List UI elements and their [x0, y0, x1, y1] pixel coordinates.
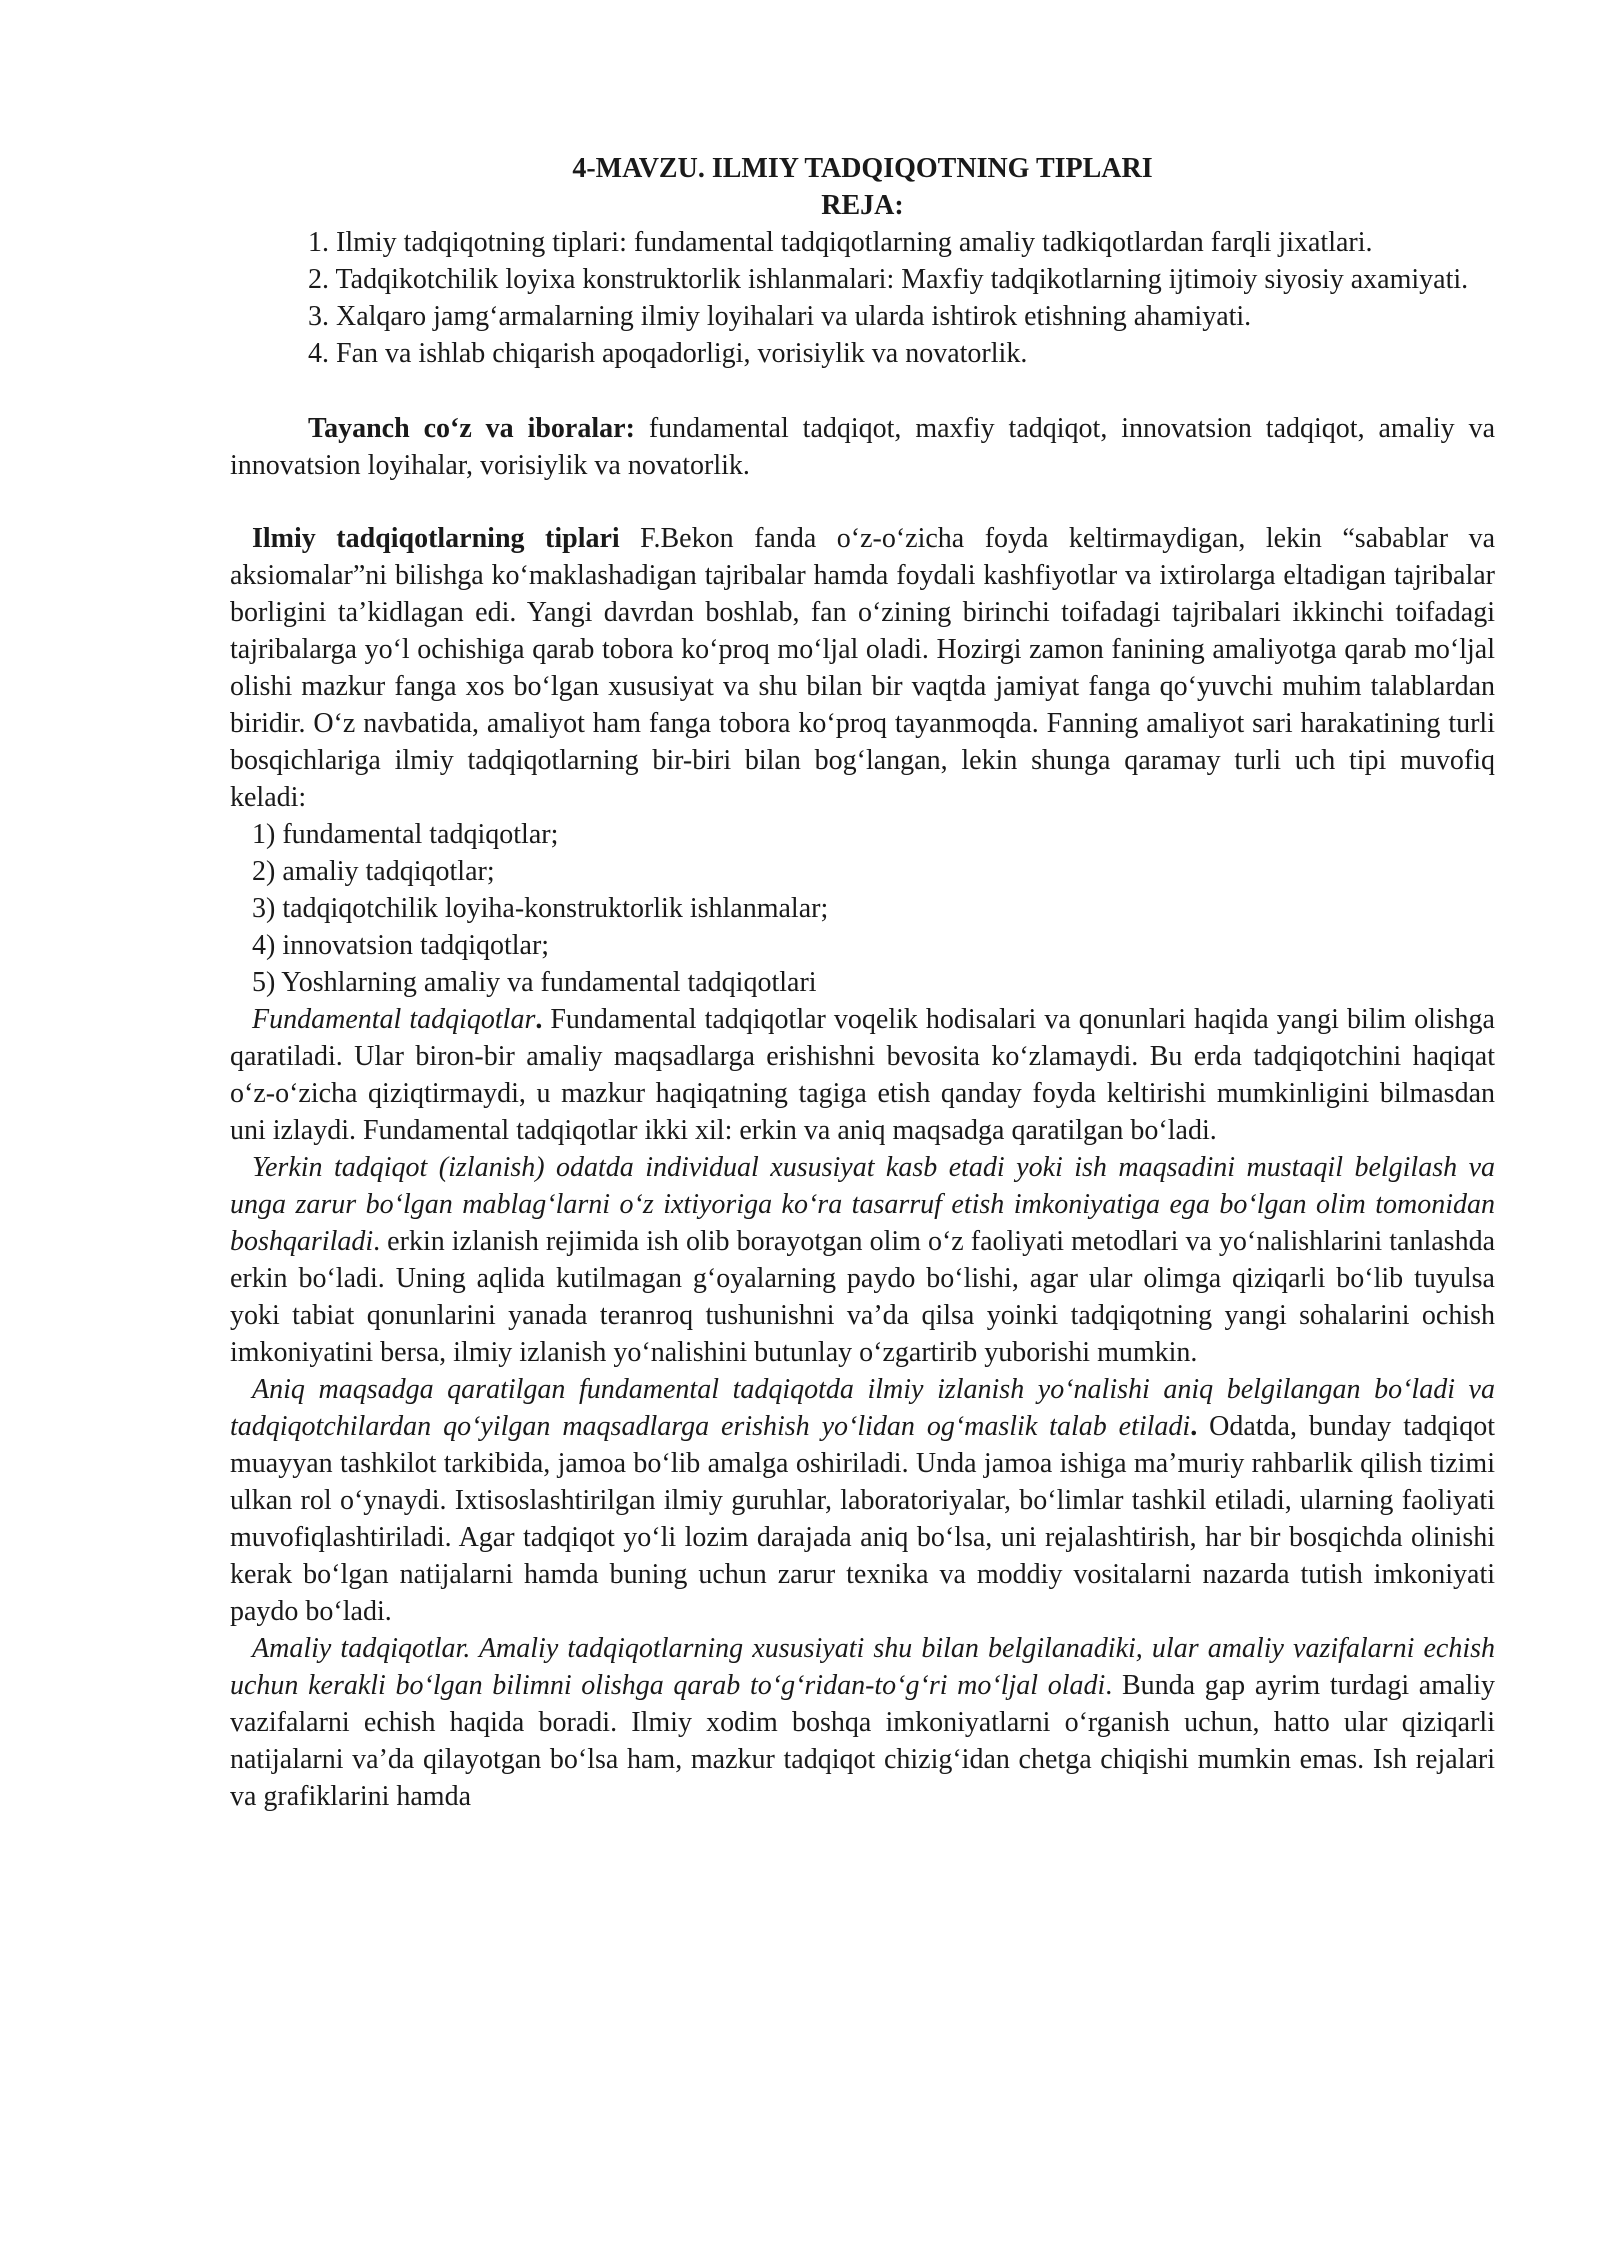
list-item: 2) amaliy tadqiqotlar;: [252, 856, 495, 887]
applied-research-italic: Amaliy tadqiqotlar. Amaliy tadqiqotlarning xususiyati shu bilan belgilanadiki, ular amaliy vazifalarni echish uchun kerakli bo‘lgan bilimni olishga qarab to‘g‘ridan-to‘g‘ri mo‘ljal oladi: [230, 1633, 1495, 1701]
fundamental-paragraph: [230, 1001, 1495, 1149]
targeted-research-paragraph: [230, 1371, 1495, 1630]
list-item: 5) Yoshlarning amaliy va fundamental tadqiqotlari: [252, 967, 817, 998]
list-item: 4) innovatsion tadqiqotlar;: [252, 930, 550, 961]
list-item: 1) fundamental tadqiqotlar;: [252, 819, 559, 850]
document-page: [230, 150, 1495, 1815]
spacer: [230, 372, 1495, 410]
targeted-research-text: Odatda, bunday tadqiqot muayyan tashkilot tarkibida, jamoa bo‘lib amalga oshiriladi. Unda jamoa ishiga ma’muriy rahbarlik qilish tizimi ulkan rol o‘ynaydi. Ixtisoslashtirilgan ilmiy guruhlar, laboratoriyalar, bo‘limlar tashkil etiladi, ularning faoliyati muvofiqlashtiriladi. Agar tadqiqot yo‘li lozim darajada aniq bo‘lsa, uni rejalashtirish, har bir bosqichda olinishi kerak bo‘lgan natijalarni hamda buning uchun zarur texnika va moddiy vositalarni nazarda tutish imkoniyati paydo bo‘ladi.: [230, 1411, 1495, 1627]
fundamental-lead: Fundamental tadqiqotlar: [252, 1004, 536, 1035]
plan-item: 1. Ilmiy tadqiqotning tiplari: fundamental tadqiqotlarning amaliy tadkiqotlardan farqli jixatlari.: [308, 227, 1373, 258]
fundamental-dot: .: [535, 1004, 543, 1035]
targeted-research-dot: .: [1190, 1411, 1198, 1442]
keywords-paragraph: [230, 410, 1495, 484]
intro-lead: Ilmiy tadqiqotlarning tiplari: [252, 523, 620, 554]
page-title: 4-MAVZU. ILMIY TADQIQOTNING TIPLARI: [572, 153, 1153, 184]
intro-paragraph: [230, 520, 1495, 816]
keywords-label: Tayanch co‘z va iboralar:: [308, 413, 635, 444]
plan-item: 2. Tadqikotchilik loyixa konstruktorlik ishlanmalari: Maxfiy tadqikotlarning ijtimoiy siyosiy axamiyati.: [308, 264, 1469, 295]
keywords-text: fundamental tadqiqot, maxfiy tadqiqot, innovatsion tadqiqot, amaliy va innovatsion loyihalar, vorisiylik va novatorlik.: [230, 413, 1496, 481]
list-item: 3) tadqiqotchilik loyiha-konstruktorlik ishlanmalar;: [252, 893, 829, 924]
targeted-research-italic: Aniq maqsadga qaratilgan fundamental tadqiqotda ilmiy izlanish yo‘nalishi aniq belgilangan bo‘ladi va tadqiqotchilardan qo‘yilgan maqsadlarga erishish yo‘lidan og‘maslik talab etiladi: [230, 1374, 1495, 1442]
spacer: [230, 484, 1495, 520]
intro-text: F.Bekon fanda o‘z-o‘zicha foyda keltirmaydigan, lekin “sabablar va aksiomalar”ni bilishga ko‘maklashadigan tajribalar hamda foydali kashfiyotlar va ixtirolarga eltadigan tajribalar borligini ta’kidlagan edi. Yangi davrdan boshlab, fan o‘zining birinchi toifadagi tajribalari ikkinchi toifadagi tajribalarga yo‘l ochishiga qarab tobora ko‘proq mo‘ljal oladi. Hozirgi zamon fanining amaliyotga qarab mo‘ljal olishi mazkur fanga xos bo‘lgan xususiyat va shu bilan bir vaqtda jamiyat fanga qo‘yuvchi muhim talablardan biridir. O‘z navbatida, amaliyot ham fanga tobora ko‘proq tayanmoqda. Fanning amaliyot sari harakatining turli bosqichlariga ilmiy tadqiqotlarning bir-biri bilan bog‘langan, lekin shunga qaramay turli uch tipi muvofiq keladi:: [230, 523, 1495, 813]
fundamental-text: Fundamental tadqiqotlar voqelik hodisalari va qonunlari haqida yangi bilim olishga qaratiladi. Ular biron-bir amaliy maqsadlarga erishishni bevosita ko‘zlamaydi. Bu erda tadqiqotchini haqiqat o‘z-o‘zicha qiziqtirmaydi, u mazkur haqiqatning tagiga etish qanday foyda keltirishi mumkinligini bilmasdan uni izlaydi. Fundamental tadqiqotlar ikki xil: erkin va aniq maqsadga qaratilgan bo‘ladi.: [230, 1004, 1495, 1146]
applied-research-paragraph: [230, 1630, 1495, 1815]
plan-item: 3. Xalqaro jamg‘armalarning ilmiy loyihalari va ularda ishtirok etishning ahamiyati.: [308, 301, 1252, 332]
plan-item: 4. Fan va ishlab chiqarish apoqadorligi, vorisiylik va novatorlik.: [308, 338, 1028, 369]
applied-research-text: . Bunda gap ayrim turdagi amaliy vazifalarni echish haqida boradi. Ilmiy xodim boshqa imkoniyatlarni o‘rganish uchun, hatto ular qiziqarli natijalarni va’da qilayotgan bo‘lsa ham, mazkur tadqiqot chizig‘idan chetga chiqishi mumkin emas. Ish rejalari va grafiklarini hamda: [230, 1670, 1495, 1812]
plan-heading: REJA:: [821, 190, 904, 221]
free-research-paragraph: [230, 1149, 1495, 1371]
free-research-italic: Yerkin tadqiqot (izlanish) odatda individual xususiyat kasb etadi yoki ish maqsadini mustaqil belgilash va unga zarur bo‘lgan mablag‘larni o‘z ixtiyoriga ko‘ra tasarruf etish imkoniyatiga ega bo‘lgan olim tomonidan boshqariladi: [230, 1152, 1495, 1257]
free-research-text: . erkin izlanish rejimida ish olib borayotgan olim o‘z faoliyati metodlari va yo‘nalishlarini tanlashda erkin bo‘ladi. Uning aqlida kutilmagan g‘oyalarning paydo bo‘lishi, agar ular olimga qiziqarli bo‘lib tuyulsa yoki tabiat qonunlarini yanada teranroq tushunishni va’da qilsa yoinki tadqiqotning yangi sohalarini ochish imkoniyatini bersa, ilmiy izlanish yo‘nalishini butunlay o‘zgartirib yuborishi mumkin.: [230, 1226, 1495, 1368]
